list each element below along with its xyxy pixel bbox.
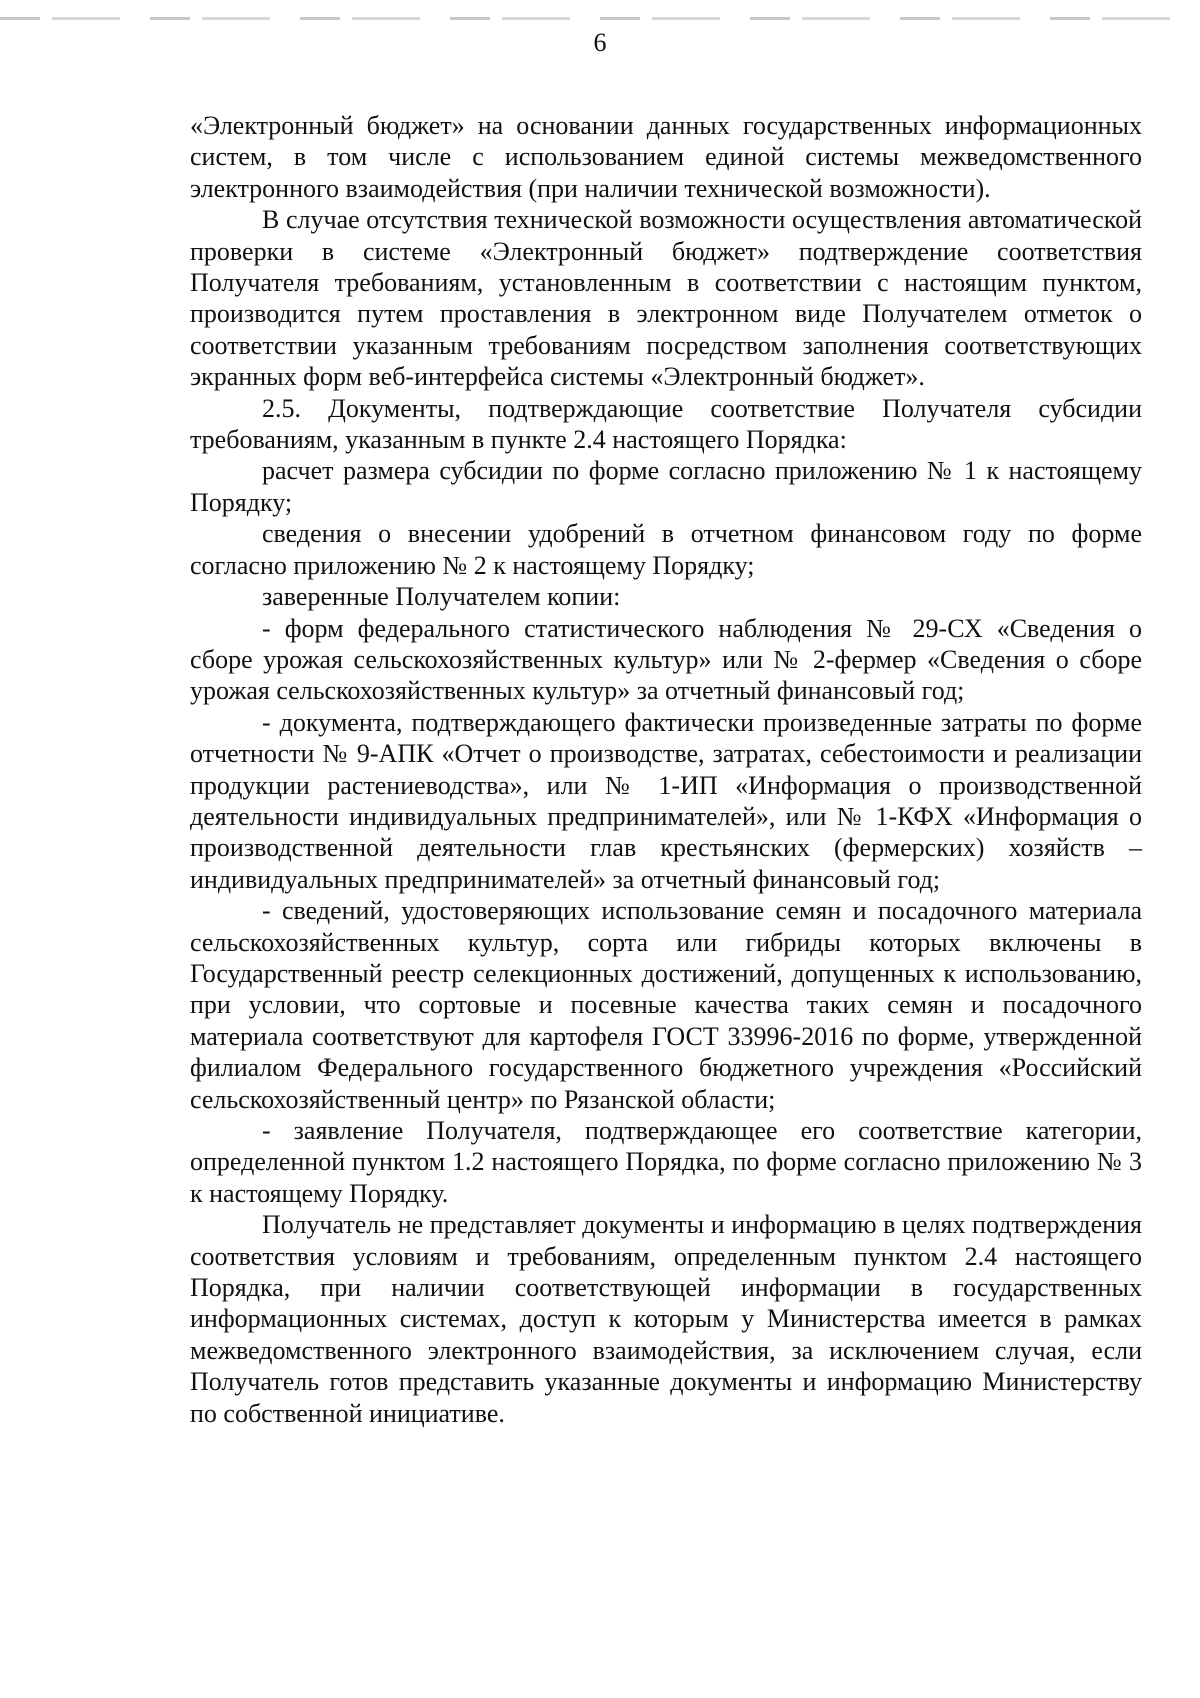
paragraph: В случае отсутствия технической возможности осуществления автоматической проверки в системе «Электронный бюджет» подтверждение соответствия Получателя требованиям, установленным в соответствии с настоящим пунктом, производится путем проставления в электронном виде Получателем отметок о соответствии указанным требованиям посредством заполнения соответствующих экранных форм веб-интерфейса системы «Электронный бюджет». [190, 205, 1142, 392]
document-body [190, 110, 1142, 1429]
paragraph: 2.5. Документы, подтверждающие соответствие Получателя субсидии требованиям, указанным в пункте 2.4 настоящего Порядка: [190, 393, 1142, 455]
list-item: расчет размера субсидии по форме согласно приложению № 1 к настоящему Порядку; [190, 456, 1142, 517]
paragraph: «Электронный бюджет» на основании данных государственных информационных систем, в том числе с использованием единой системы межведомственного электронного взаимодействия (при наличии технической возможности). [190, 111, 1142, 203]
list-item: - документа, подтверждающего фактически произведенные затраты по форме отчетности № 9-АПК «Отчет о производстве, затратах, себестоимости и реализации продукции растениеводства», или № 1-ИП «Информация о производственной деятельности индивидуальных предпринимателей», или № 1-КФХ «Информация о производственной деятельности глав крестьянских (фермерских) хозяйств – индивидуальных предпринимателей» за отчетный финансовый год; [190, 707, 1142, 894]
list-item: - форм федерального статистического наблюдения № 29-СХ «Сведения о сборе урожая сельскохозяйственных культур» или № 2-фермер «Сведения о сборе урожая сельскохозяйственных культур» за отчетный финансовый год; [190, 613, 1142, 706]
paragraph: Получатель не представляет документы и информацию в целях подтверждения соответствия условиям и требованиям, определенным пунктом 2.4 настоящего Порядка, при наличии соответствующей информации в государственных информационных системах, доступ к которым у Министерства имеется в рамках межведомственного электронного взаимодействия, за исключением случая, если Получатель готов представить указанные документы и информацию Министерству по собственной инициативе. [190, 1210, 1142, 1428]
list-item: сведения о внесении удобрений в отчетном финансовом году по форме согласно приложению № 2 к настоящему Порядку; [190, 519, 1142, 580]
list-item: - заявление Получателя, подтверждающее его соответствие категории, определенной пунктом 1.2 настоящего Порядка, по форме согласно приложению № 3 к настоящему Порядку. [190, 1116, 1142, 1208]
scan-artifact-line [0, 17, 1200, 20]
page-number: 6 [593, 28, 607, 57]
list-item: заверенные Получателем копии: [262, 582, 621, 612]
list-item: - сведений, удостоверяющих использование семян и посадочного материала сельскохозяйственных культур, сорта или гибриды которых включены в Государственный реестр селекционных достижений, допущенных к использованию, при условии, что сортовые и посевные качества таких семян и посадочного материала соответствуют для картофеля ГОСТ 33996-2016 по форме, утвержденной филиалом Федерального государственного бюджетного учреждения «Российский сельскохозяйственный центр» по Рязанской области; [190, 896, 1142, 1114]
